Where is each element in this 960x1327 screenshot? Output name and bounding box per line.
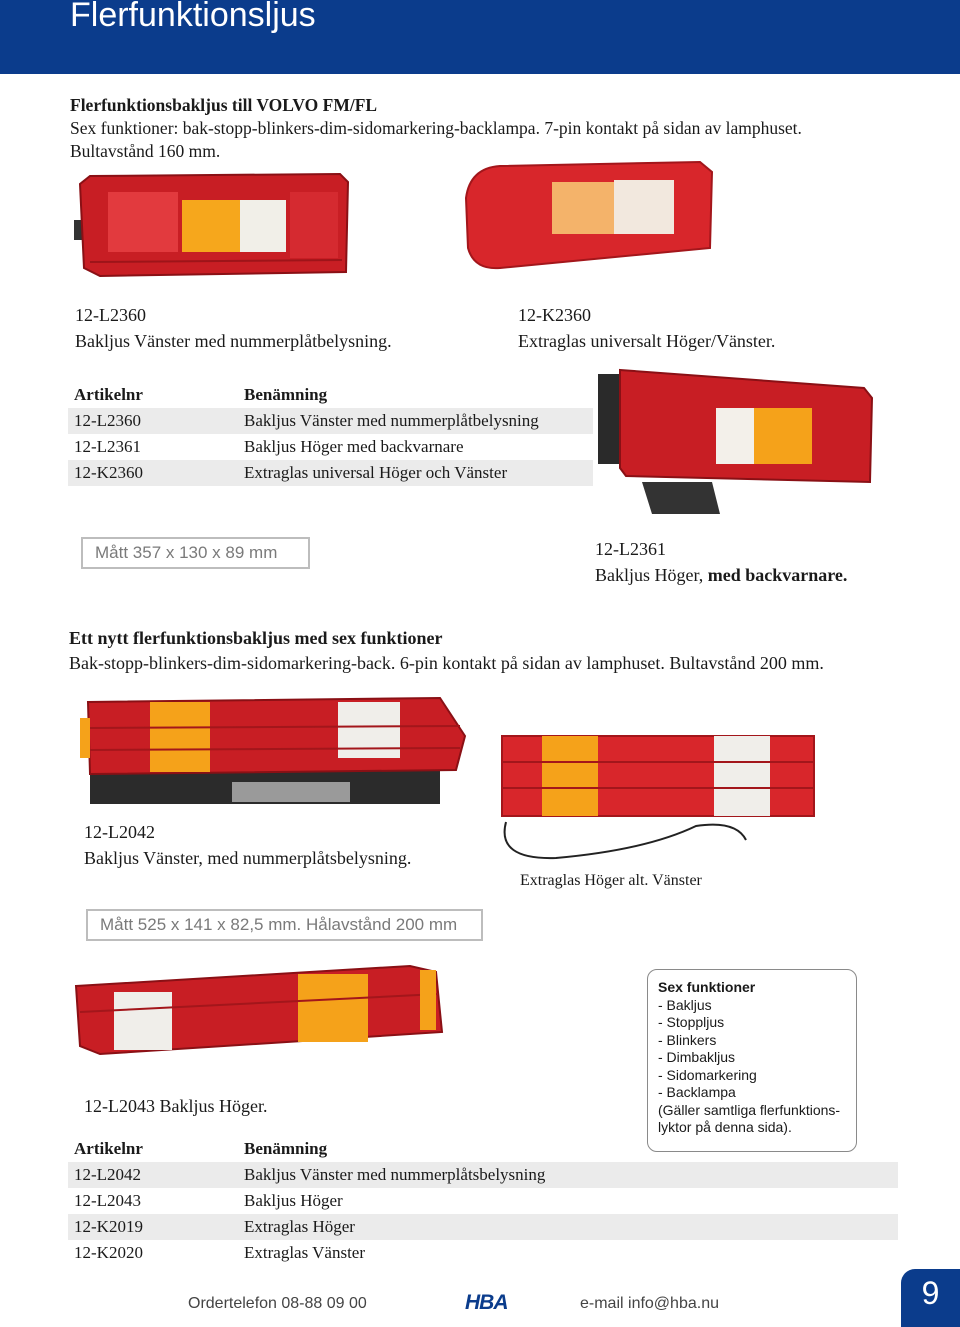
section2-heading: Ett nytt flerfunktionsbakljus med sex funktioner: [69, 628, 443, 648]
table-cell-name: Extraglas universal Höger och Vänster: [238, 460, 593, 486]
table-cell-article: 12-K2360: [68, 460, 238, 486]
caption-extraglas: Extraglas Höger alt. Vänster: [520, 872, 702, 889]
info-box-item: - Dimbakljus: [658, 1049, 736, 1065]
table-row: [68, 1214, 898, 1240]
table-cell-article: 12-L2043: [74, 1191, 142, 1210]
table-header-row: [68, 382, 593, 408]
lamp-image-12-L2043: [70, 962, 448, 1058]
table-row: [68, 1162, 898, 1188]
table-cell-name: Bakljus Vänster med nummerplåtbelysning: [238, 408, 593, 434]
page-number-tab: [901, 1269, 960, 1327]
section1-heading: Flerfunktionsbakljus till VOLVO FM/FL: [70, 95, 378, 115]
table-cell-name: Bakljus Vänster med nummerplåtsbelysning: [238, 1162, 898, 1188]
glass-image-extraglas: [496, 730, 820, 870]
table-cell-article: 12-L2360: [68, 408, 238, 434]
table-row: [68, 1188, 898, 1214]
table-row: [68, 1240, 898, 1266]
caption-code-12-L2360: 12-L2360: [75, 305, 146, 325]
footer-phone: Ordertelefon 08-88 09 00: [188, 1295, 367, 1312]
lamp-image-12-L2360: [70, 172, 355, 280]
table-header-article: Artikelnr: [74, 385, 143, 404]
footer-email: e-mail info@hba.nu: [580, 1295, 719, 1312]
caption-text-12-L2360: Bakljus Vänster med nummerplåtbelysning.: [75, 331, 392, 351]
glass-image-12-K2360: [460, 158, 720, 278]
caption-12-L2043: 12-L2043 Bakljus Höger.: [84, 1096, 268, 1116]
lamp-image-12-L2361: [592, 364, 878, 520]
table-cell-name: Extraglas Vänster: [244, 1243, 366, 1262]
dimensions-box-1: Mått 357 x 130 x 89 mm: [81, 537, 310, 569]
section1-line2: Bultavstånd 160 mm.: [70, 141, 221, 161]
dimensions-box-2: Mått 525 x 141 x 82,5 mm. Hålavstånd 200 mm: [86, 909, 483, 941]
caption-text-12-L2361: [595, 562, 847, 588]
lamp-image-12-L2042: [60, 688, 470, 812]
table-header-article: Artikelnr: [74, 1139, 143, 1158]
table-cell-article: 12-L2361: [74, 437, 142, 456]
section1-line1: Sex funktioner: bak-stopp-blinkers-dim-sidomarkering-backlampa. 7-pin kontakt på sidan av lamphuset.: [70, 118, 802, 138]
table-cell-name: Extraglas Höger: [238, 1214, 898, 1240]
info-box-item: - Sidomarkering: [658, 1066, 757, 1083]
caption-text-12-L2042: Bakljus Vänster, med nummerplåtsbelysning.: [84, 848, 412, 868]
functions-info-box: [647, 969, 857, 1152]
table-row: [68, 434, 593, 460]
info-box-item: - Stoppljus: [658, 1014, 725, 1030]
info-box-item: - Bakljus: [658, 996, 712, 1013]
caption-text-plain: Bakljus Höger,: [595, 565, 708, 585]
table-row: [68, 460, 593, 486]
page-number: 9: [921, 1275, 940, 1311]
caption-code-12-L2042: 12-L2042: [84, 822, 155, 842]
caption-text-bold: med backvarnare.: [707, 565, 848, 585]
section2-line1: Bak-stopp-blinkers-dim-sidomarkering-back. 6-pin kontakt på sidan av lamphuset. Bultavstånd 200 mm.: [69, 653, 824, 673]
table-row: [68, 408, 593, 434]
page-title: Flerfunktionsljus: [70, 0, 316, 34]
table-header-name: Benämning: [244, 1139, 328, 1158]
table-header-row: [68, 1136, 898, 1162]
table-cell-article: 12-K2019: [68, 1214, 238, 1240]
info-box-item: - Blinkers: [658, 1031, 717, 1048]
table-cell-name: Bakljus Höger: [244, 1191, 343, 1210]
table-header-name: Benämning: [244, 385, 328, 404]
hba-logo: HBA: [465, 1291, 508, 1314]
info-box-title: Sex funktioner: [658, 979, 756, 995]
article-table-1: [68, 382, 593, 486]
table-cell-name: Bakljus Höger med backvarnare: [244, 437, 464, 456]
caption-text-12-K2360: Extraglas universalt Höger/Vänster.: [518, 331, 776, 351]
table-cell-article: 12-K2020: [74, 1243, 143, 1262]
table-cell-article: 12-L2042: [68, 1162, 238, 1188]
info-box-note: (Gäller samtliga flerfunktions-: [658, 1101, 841, 1118]
info-box-note: lyktor på denna sida).: [658, 1119, 792, 1135]
info-box-item: - Backlampa: [658, 1084, 736, 1100]
article-table-2: [68, 1136, 898, 1266]
caption-code-12-L2361: 12-L2361: [595, 539, 666, 559]
caption-code-12-K2360: 12-K2360: [518, 305, 591, 325]
